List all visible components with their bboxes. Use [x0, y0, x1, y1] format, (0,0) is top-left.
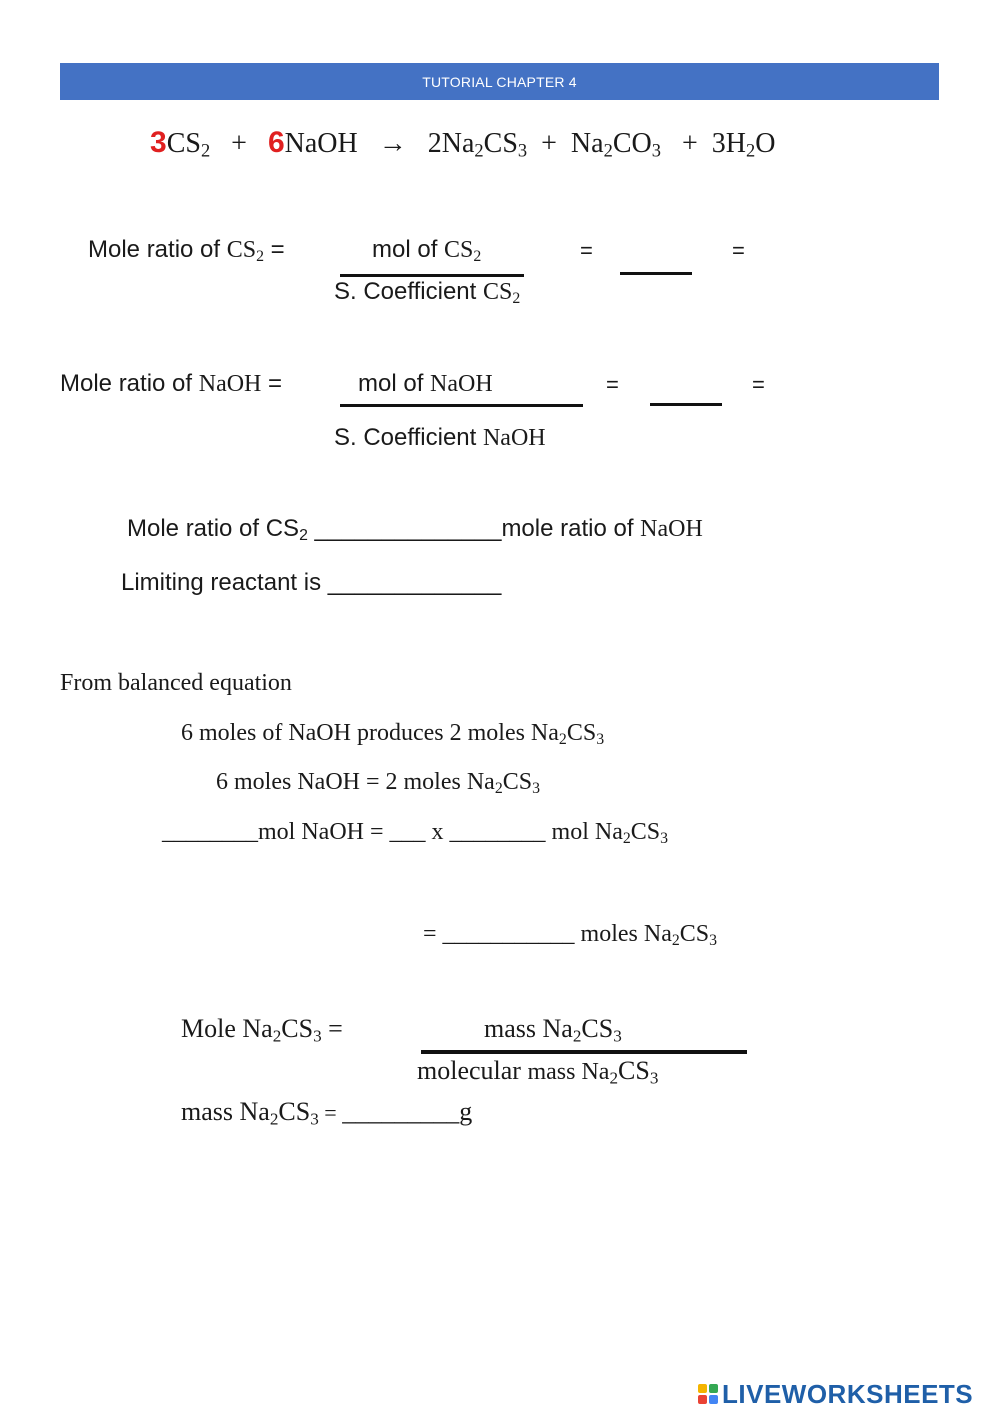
- coefficient-cs2: 3: [150, 126, 167, 159]
- liveworksheets-logo[interactable]: [698, 1379, 973, 1409]
- limiting-reactant-line: Limiting reactant is _____________: [121, 569, 502, 596]
- balanced-line-3: ________mol NaOH = ___ x ________ mol $Na_2CS_3$: [162, 819, 669, 847]
- naoh-ratio-result-input[interactable]: [778, 370, 942, 402]
- logo-grid-icon: [698, 1384, 718, 1404]
- cs2-ratio-denominator: S. Coefficient $CS_2$: [334, 278, 521, 307]
- mass-result-input[interactable]: [408, 1097, 548, 1129]
- compare-ratios-line: Mole ratio of $CS_2$ ______________mole ratio of NaOH: [127, 515, 703, 544]
- logo-square-4: [709, 1395, 718, 1404]
- balanced-heading: From balanced equation: [60, 670, 292, 696]
- cs2-equals-sign: =: [580, 238, 593, 263]
- naoh-ratio-answer-input[interactable]: [650, 374, 726, 406]
- logo-text: LIVEWORKSHEETS: [722, 1378, 974, 1409]
- cs2-ratio-label: Mole ratio of $CS_2$ =: [88, 236, 285, 265]
- naoh-ratio-label: Mole ratio of NaOH =: [60, 370, 283, 397]
- balanced-line-4: = ___________ moles $Na_2CS_3$: [423, 921, 718, 949]
- mass-formula-numerator: mass $Na_2CS_3$: [484, 1014, 622, 1046]
- cs2-ratio-result-input[interactable]: [758, 238, 932, 270]
- naoh-equals-sign: =: [606, 372, 619, 397]
- mass-fraction-bar: [421, 1050, 747, 1054]
- header-bar: [60, 63, 939, 100]
- logo-square-1: [698, 1384, 707, 1393]
- balanced-equation: $3CS_2$ + 6NaOH → $2Na_2CS_3 + Na_2CO_3$ + $3H_2O$: [150, 126, 776, 161]
- compare-answer-input[interactable]: [348, 514, 538, 546]
- reaction-arrow: →: [378, 128, 407, 159]
- mol-naoh-input[interactable]: [162, 818, 272, 850]
- moles-na2cs3-input[interactable]: [448, 920, 598, 952]
- cs2-answer-line: [620, 272, 692, 275]
- balanced-line-2: 6 moles NaOH = 2 moles $Na_2CS_3$: [216, 769, 541, 797]
- cs2-fraction-bar: [340, 274, 524, 277]
- mass-formula-denominator: molecular mass $Na_2CS_3$: [417, 1056, 659, 1088]
- mole-na2cs3-label: Mole $Na_2CS_3$ =: [181, 1014, 343, 1046]
- logo-square-3: [698, 1395, 707, 1404]
- coefficient-naoh: 6: [267, 126, 285, 159]
- mol-na2cs3-factor-input[interactable]: [524, 818, 634, 850]
- naoh-ratio-numerator: mol of NaOH: [358, 370, 493, 397]
- naoh-fraction-bar: [340, 404, 583, 407]
- cs2-ratio-numerator: mol of $CS_2$: [372, 236, 482, 265]
- logo-square-2: [709, 1384, 718, 1393]
- naoh-answer-line: [650, 403, 722, 406]
- naoh-equals-sign-2: =: [752, 372, 765, 397]
- balanced-line-1: 6 moles of NaOH produces 2 moles $Na_2CS_3$: [181, 720, 605, 748]
- cs2-equals-sign-2: =: [732, 238, 745, 263]
- ratio-fraction-input[interactable]: [442, 818, 488, 850]
- header-title: TUTORIAL CHAPTER 4: [422, 73, 577, 90]
- naoh-ratio-denominator: S. Coefficient NaOH: [334, 424, 546, 451]
- limiting-reactant-input[interactable]: [362, 568, 546, 600]
- mass-result-line: mass $Na_2CS_3$ = _________g: [181, 1097, 473, 1129]
